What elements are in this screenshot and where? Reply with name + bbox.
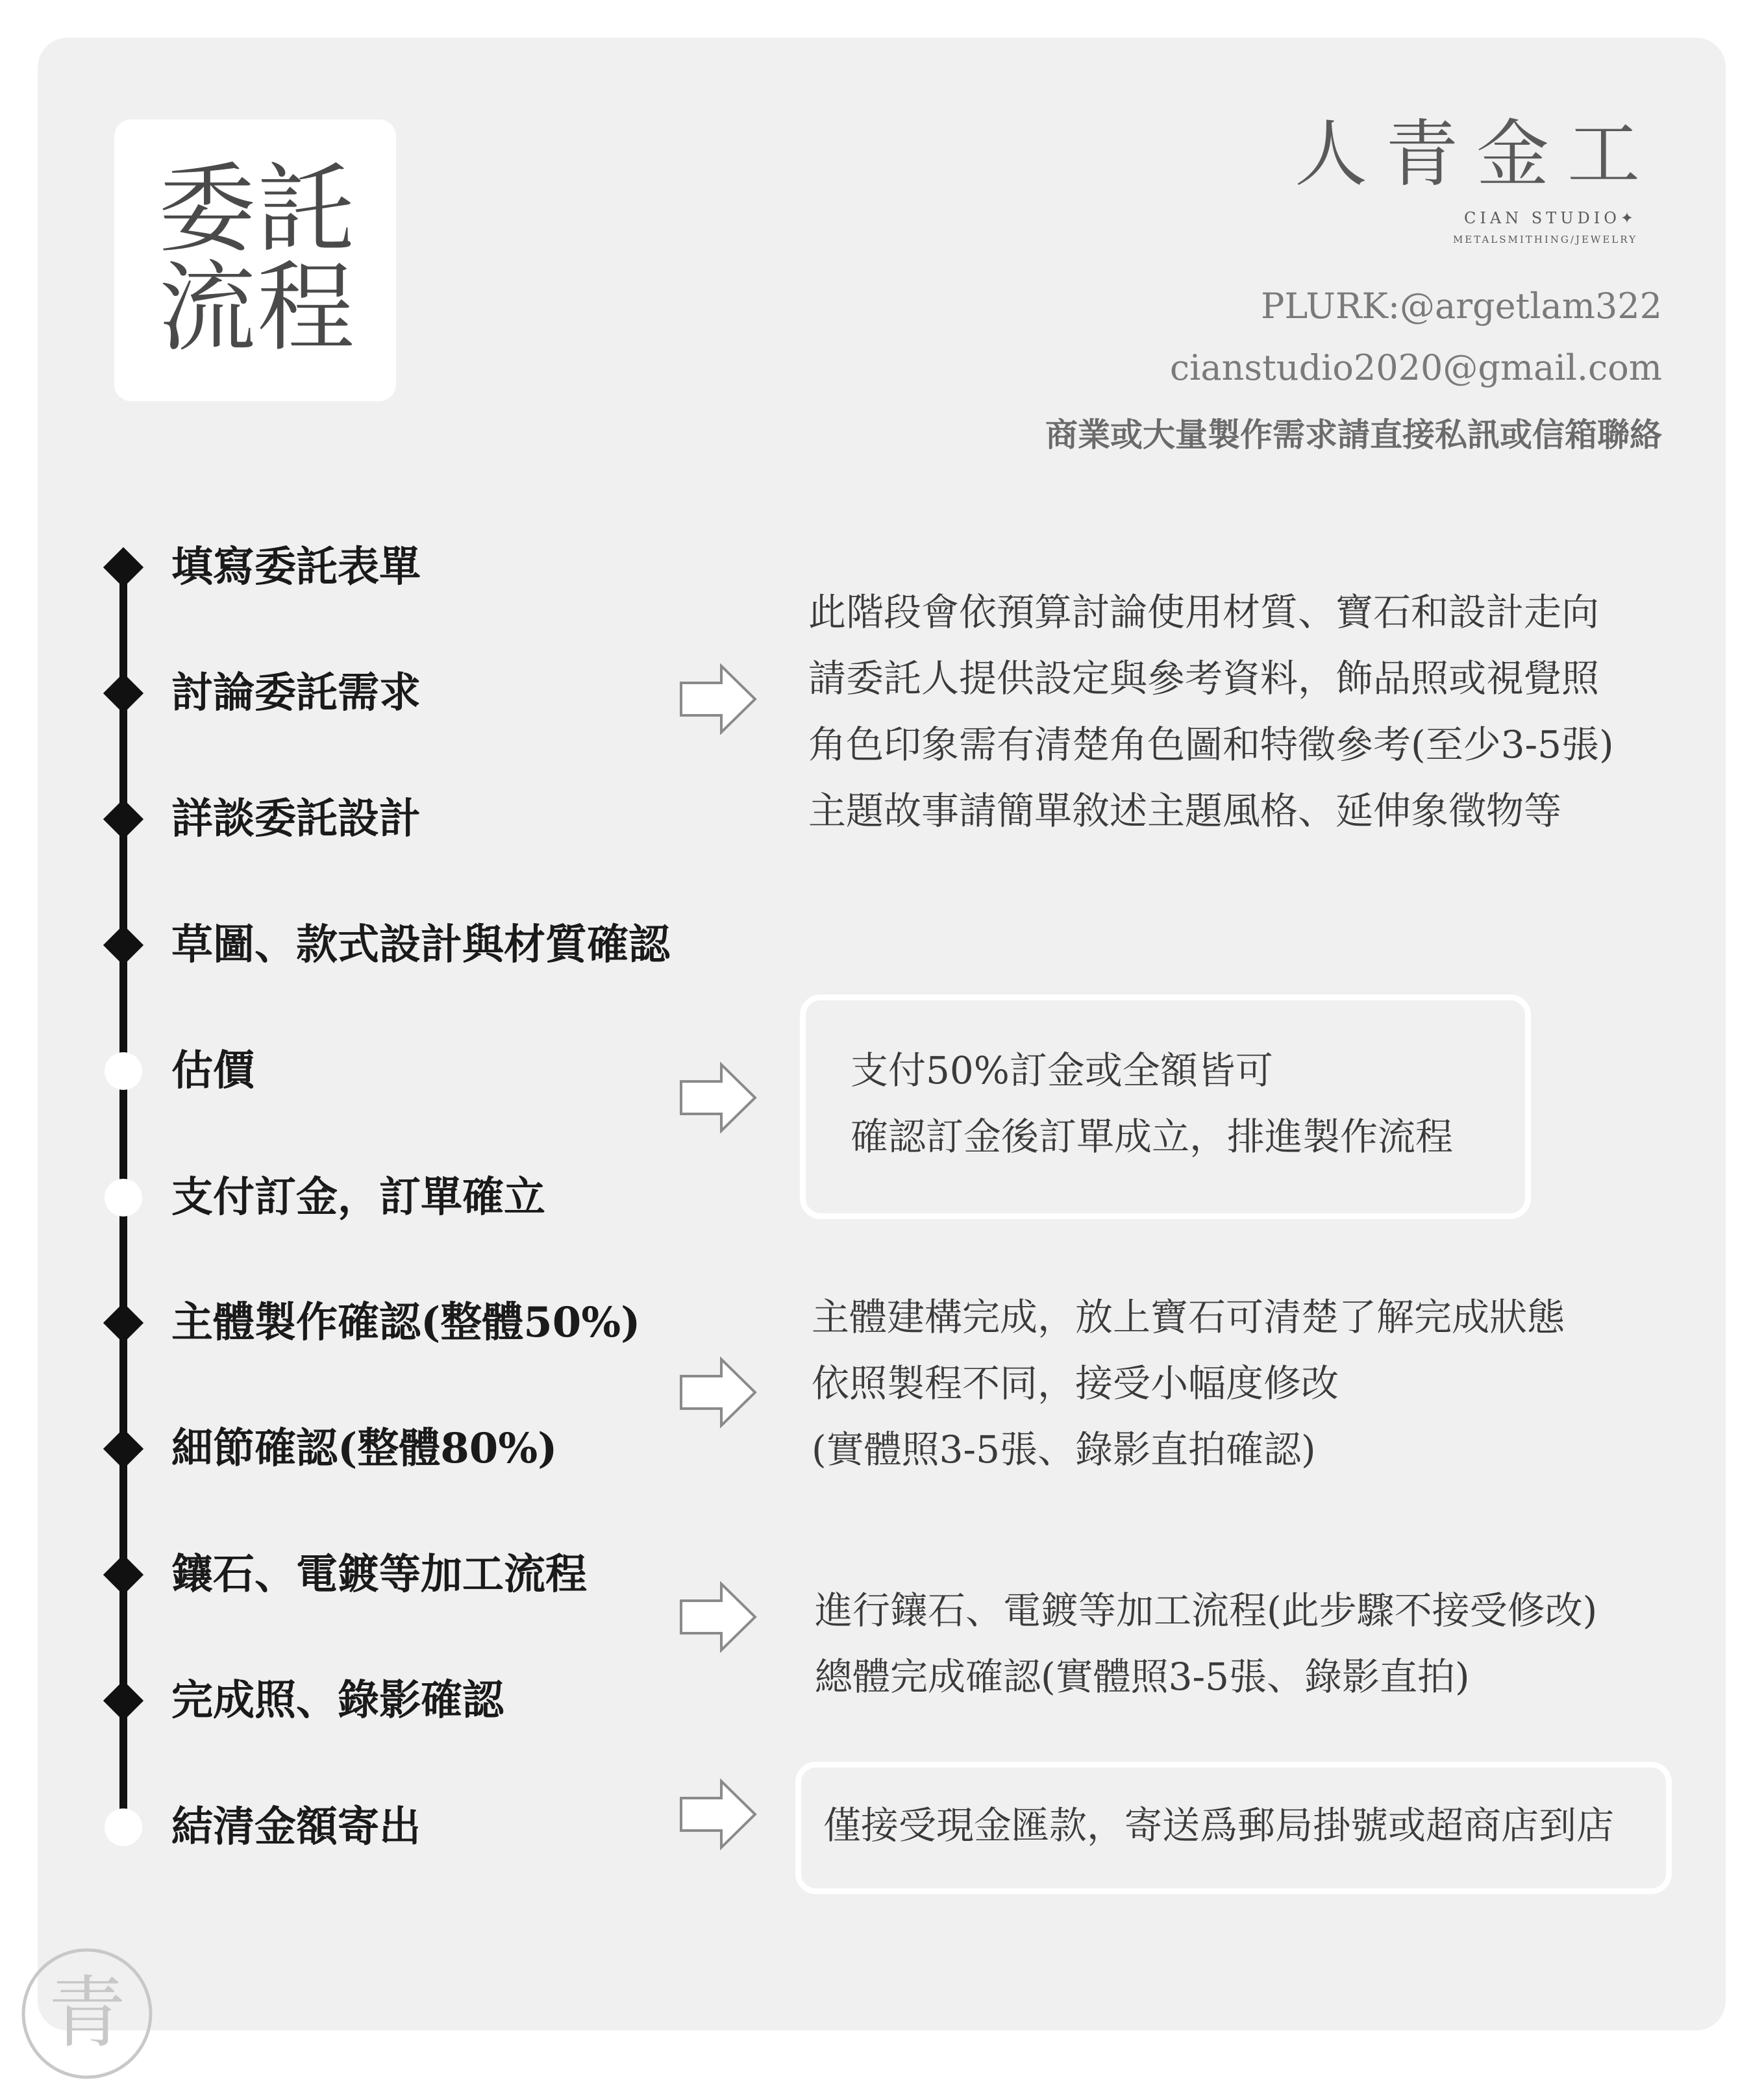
arrow-right-icon bbox=[680, 1062, 758, 1133]
timeline-circle-marker bbox=[105, 1052, 142, 1090]
note-line: 進行鑲石、電鍍等加工流程(此步驟不接受修改) bbox=[815, 1588, 1598, 1633]
studio-seal-icon bbox=[16, 1942, 158, 2085]
note-line: 主體建構完成，放上寶石可清楚了解完成狀態 bbox=[812, 1295, 1565, 1339]
brand-tagline: METALSMITHING/JEWELRY bbox=[1452, 234, 1637, 245]
contact-note: 商業或大量製作需求請直接私訊或信箱聯絡 bbox=[1045, 415, 1662, 454]
brand-name: 人青金工 bbox=[1295, 112, 1658, 197]
note-line: 僅接受現金匯款，寄送爲郵局掛號或超商店到店 bbox=[823, 1803, 1615, 1847]
timeline-step-label: 支付訂金，訂單確立 bbox=[171, 1173, 545, 1222]
contact-email[interactable]: cianstudio2020@gmail.com bbox=[1169, 347, 1662, 388]
timeline-step-label: 結清金額寄出 bbox=[171, 1803, 421, 1851]
note-line: 請委託人提供設定與參考資料，飾品照或視覺照 bbox=[808, 656, 1600, 700]
arrow-right-icon bbox=[680, 1779, 758, 1850]
note-line: 角色印象需有清楚角色圖和特徵參考(至少3-5張) bbox=[808, 722, 1614, 767]
note-line: 支付50%訂金或全額皆可 bbox=[851, 1048, 1273, 1092]
timeline-circle-marker bbox=[105, 1808, 142, 1846]
note-line: 確認訂金後訂單成立，排進製作流程 bbox=[851, 1115, 1454, 1159]
note-line: 主題故事請簡單敘述主題風格、延伸象徵物等 bbox=[808, 789, 1562, 833]
stamp-char: 青 bbox=[48, 1968, 126, 2058]
brand-studio: CIAN STUDIO✦ bbox=[1464, 209, 1637, 227]
timeline-step-label: 鑲石、電鍍等加工流程 bbox=[171, 1550, 587, 1599]
note-line: (實體照3-5張、錄影直拍確認) bbox=[812, 1427, 1316, 1472]
timeline-step-label: 填寫委託表單 bbox=[171, 543, 421, 591]
timeline-circle-marker bbox=[105, 1179, 142, 1216]
arrow-right-icon bbox=[680, 1581, 758, 1653]
arrow-right-icon bbox=[680, 1357, 758, 1428]
timeline-step-label: 草圖、款式設計與材質確認 bbox=[171, 920, 670, 969]
timeline-step-label: 主體製作確認(整體50%) bbox=[171, 1298, 641, 1347]
note-line: 依照製程不同，接受小幅度修改 bbox=[812, 1361, 1339, 1405]
page-title-line2: 流程 bbox=[158, 252, 356, 365]
note-deposit bbox=[851, 1037, 1453, 1170]
note-body-check bbox=[812, 1284, 1565, 1483]
note-payment bbox=[823, 1792, 1614, 1858]
timeline-step-label: 完成照、錄影確認 bbox=[171, 1676, 504, 1725]
timeline-step-label: 估價 bbox=[171, 1046, 255, 1095]
note-discussion bbox=[808, 579, 1614, 844]
timeline-step-label: 細節確認(整體80%) bbox=[171, 1424, 558, 1473]
note-line: 總體完成確認(實體照3-5張、錄影直拍) bbox=[815, 1655, 1470, 1699]
page-title-line1: 委託 bbox=[158, 153, 356, 266]
timeline-step-label: 詳談委託設計 bbox=[171, 795, 421, 843]
arrow-right-icon bbox=[680, 663, 758, 735]
contact-plurk[interactable]: PLURK:@argetlam322 bbox=[1261, 286, 1662, 327]
note-line: 此階段會依預算討論使用材質、寶石和設計走向 bbox=[808, 590, 1600, 634]
timeline-step-label: 討論委託需求 bbox=[171, 669, 421, 717]
note-finishing bbox=[815, 1577, 1597, 1710]
